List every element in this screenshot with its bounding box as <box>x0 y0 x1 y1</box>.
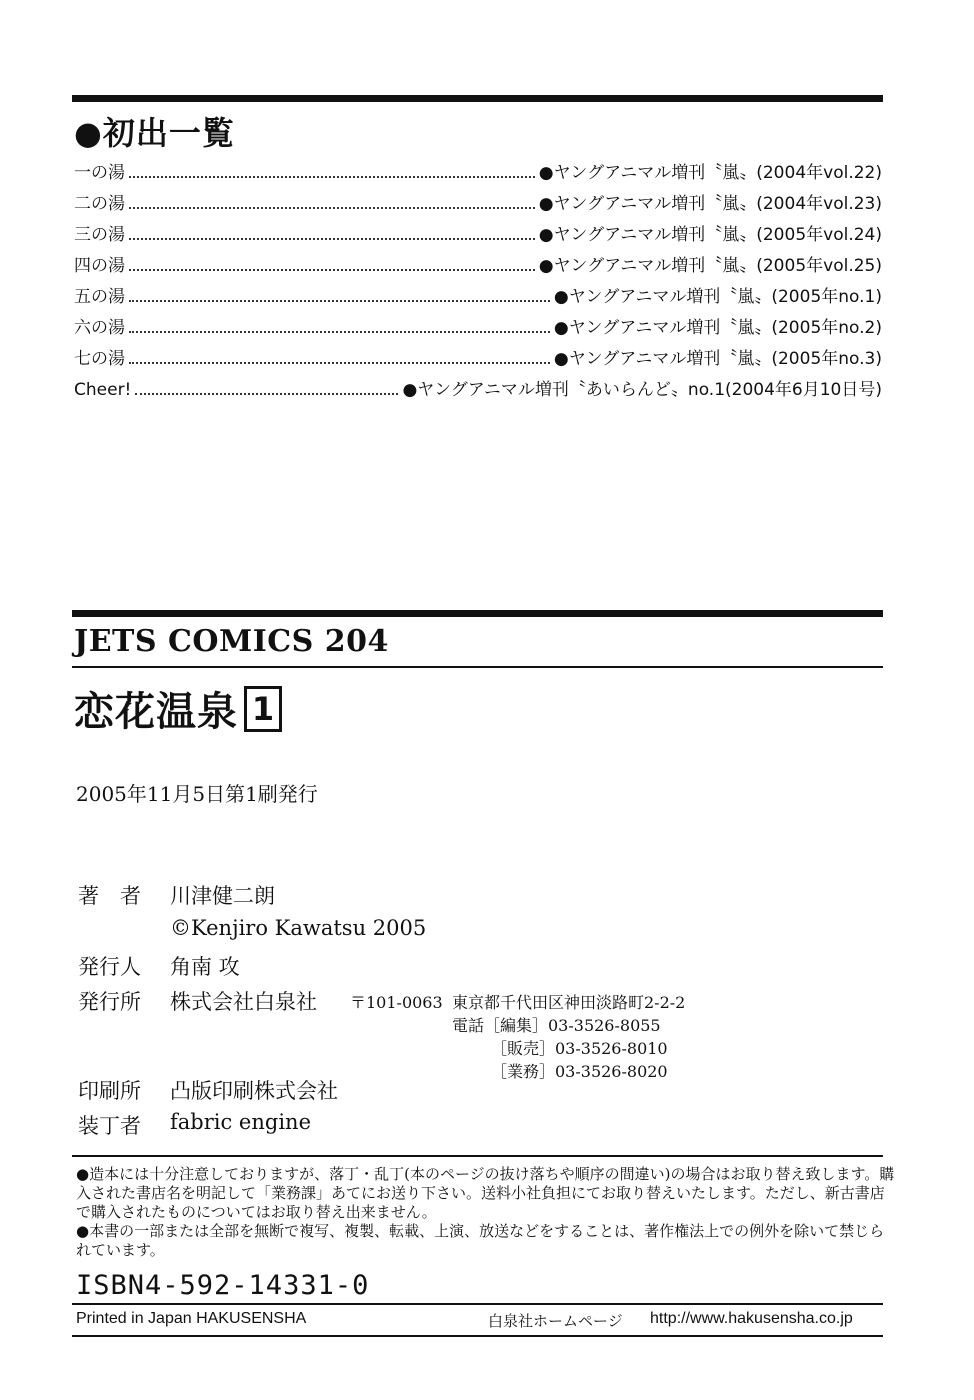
first-appearance-list <box>74 158 882 406</box>
story-source: ●ヤングアニマル増刊〝嵐〟(2005年no.3) <box>553 349 882 369</box>
story-source: ●ヤングアニマル増刊〝嵐〟(2005年no.2) <box>553 318 882 338</box>
first-appearance-heading: ●初出一覧 <box>74 114 235 152</box>
list-item <box>74 189 882 220</box>
note-replacement: ●造本には十分注意しておりますが、落丁・乱丁(本のページの抜け落ちや順序の間違い)の場合はお取り替え致します。購入された書店名を明記して「業務課」あてにお送り下さい。送料小社負担にてお取り替えいたします。ただし、新古書店で購入されたものについてはお取り替え出来ません。 <box>76 1165 895 1221</box>
homepage-label: 白泉社ホームページ <box>488 1313 623 1330</box>
printer-name: 凸版印刷株式会社 <box>170 1079 338 1103</box>
top-rule <box>72 95 883 102</box>
story-source: ●ヤングアニマル増刊〝嵐〟(2005年no.1) <box>553 287 882 307</box>
list-item <box>74 344 882 375</box>
copyright: ©Kenjiro Kawatsu 2005 <box>170 916 427 940</box>
story-title: 四の湯 <box>74 256 125 276</box>
author-label: 著 者 <box>78 884 141 908</box>
story-title: 三の湯 <box>74 225 125 245</box>
note-copyright: ●本書の一部または全部を無断で複写、複製、転載、上演、放送などをすることは、著作権法上での例外を除いて禁じられています。 <box>76 1222 885 1259</box>
story-source: ●ヤングアニマル増刊〝あいらんど〟no.1(2004年6月10日号) <box>402 380 882 400</box>
list-item <box>74 158 882 189</box>
story-title: Cheer! <box>74 380 132 400</box>
leader-dots <box>129 331 550 333</box>
printer-label: 印刷所 <box>78 1079 141 1103</box>
colophon-top-rule <box>72 610 883 617</box>
publisher-label: 発行所 <box>78 990 141 1014</box>
footer-rule <box>72 1303 883 1305</box>
story-source: ●ヤングアニマル増刊〝嵐〟(2005年vol.24) <box>538 225 882 245</box>
list-item <box>74 251 882 282</box>
story-source: ●ヤングアニマル増刊〝嵐〟(2005年vol.25) <box>538 256 882 276</box>
phone-editorial: 電話［編集］03-3526-8055 <box>452 1016 661 1035</box>
list-item <box>74 313 882 344</box>
series-rule <box>72 666 883 668</box>
publisher-name: 株式会社白泉社 <box>170 990 317 1014</box>
address: 東京都千代田区神田淡路町2-2-2 <box>452 993 686 1012</box>
series-name: JETS COMICS 204 <box>74 624 389 659</box>
list-item <box>74 375 882 406</box>
designer-label: 装丁者 <box>78 1114 141 1138</box>
notes <box>76 1165 896 1260</box>
homepage-url[interactable]: http://www.hakusensha.co.jp <box>650 1310 853 1327</box>
notes-rule <box>72 1155 883 1157</box>
designer-name: fabric engine <box>170 1110 311 1134</box>
leader-dots <box>129 176 535 178</box>
leader-dots <box>129 238 535 240</box>
story-source: ●ヤングアニマル増刊〝嵐〟(2004年vol.23) <box>538 194 882 214</box>
book-title: 恋花温泉 <box>74 689 238 735</box>
leader-dots <box>129 362 550 364</box>
phone-sales: ［販売］03-3526-8010 <box>491 1039 668 1058</box>
leader-dots <box>129 300 550 302</box>
story-title: 二の湯 <box>74 194 125 214</box>
publication-date: 2005年11月5日第1刷発行 <box>76 782 318 806</box>
leader-dots <box>129 269 535 271</box>
bottom-rule <box>72 1335 883 1337</box>
volume-number: 1 <box>244 686 282 732</box>
story-source: ●ヤングアニマル増刊〝嵐〟(2004年vol.22) <box>538 163 882 183</box>
leader-dots <box>135 393 398 395</box>
postal-code: 〒101-0063 <box>350 993 443 1012</box>
story-title: 七の湯 <box>74 349 125 369</box>
book-title-block <box>74 680 282 737</box>
story-title: 一の湯 <box>74 163 125 183</box>
list-item <box>74 220 882 251</box>
phone-business: ［業務］03-3526-8020 <box>491 1062 668 1081</box>
leader-dots <box>129 207 535 209</box>
author-name: 川津健二朗 <box>170 884 275 908</box>
story-title: 五の湯 <box>74 287 125 307</box>
publisher-person-label: 発行人 <box>78 955 141 979</box>
story-title: 六の湯 <box>74 318 125 338</box>
printed-in: Printed in Japan HAKUSENSHA <box>76 1310 307 1327</box>
list-item <box>74 282 882 313</box>
publisher-person: 角南 攻 <box>170 955 240 979</box>
isbn: ISBN4-592-14331-0 <box>76 1270 370 1301</box>
